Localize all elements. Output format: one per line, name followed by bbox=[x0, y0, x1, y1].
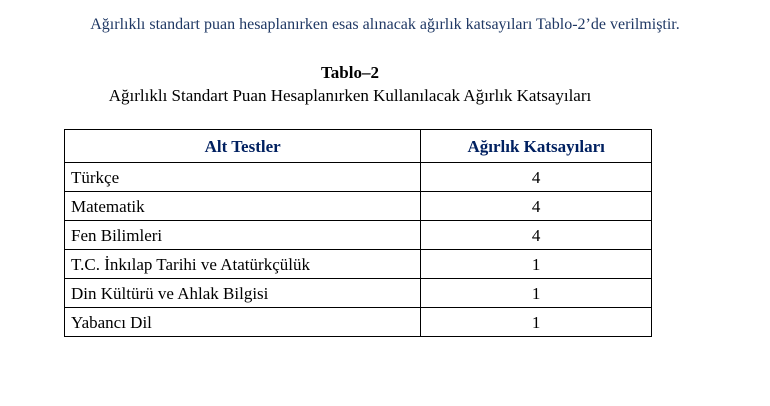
row-weight-value: 4 bbox=[421, 221, 652, 250]
row-test-name: T.C. İnkılap Tarihi ve Atatürkçülük bbox=[65, 250, 421, 279]
row-test-name: Türkçe bbox=[65, 163, 421, 192]
table-row bbox=[65, 163, 652, 192]
weights-table bbox=[64, 129, 652, 337]
row-weight-value: 1 bbox=[421, 250, 652, 279]
row-test-name: Yabancı Dil bbox=[65, 308, 421, 337]
table-row bbox=[65, 279, 652, 308]
header-sub-tests: Alt Testler bbox=[65, 130, 421, 163]
table-row bbox=[65, 192, 652, 221]
row-weight-value: 1 bbox=[421, 308, 652, 337]
row-test-name: Din Kültürü ve Ahlak Bilgisi bbox=[65, 279, 421, 308]
row-weight-value: 4 bbox=[421, 163, 652, 192]
table-row bbox=[65, 250, 652, 279]
row-weight-value: 1 bbox=[421, 279, 652, 308]
table-title: Tablo–2 bbox=[321, 63, 379, 82]
row-test-name: Fen Bilimleri bbox=[65, 221, 421, 250]
row-test-name: Matematik bbox=[65, 192, 421, 221]
table-header-row bbox=[65, 130, 652, 163]
header-weight-coefficients: Ağırlık Katsayıları bbox=[421, 130, 652, 163]
table-row bbox=[65, 221, 652, 250]
table-subtitle: Ağırlıklı Standart Puan Hesaplanırken Kullanılacak Ağırlık Katsayıları bbox=[108, 86, 592, 105]
table-row bbox=[65, 308, 652, 337]
intro-paragraph: Ağırlıklı standart puan hesaplanırken esas alınacak ağırlık katsayıları Tablo-2’de verilmiştir. bbox=[90, 16, 680, 33]
row-weight-value: 4 bbox=[421, 192, 652, 221]
